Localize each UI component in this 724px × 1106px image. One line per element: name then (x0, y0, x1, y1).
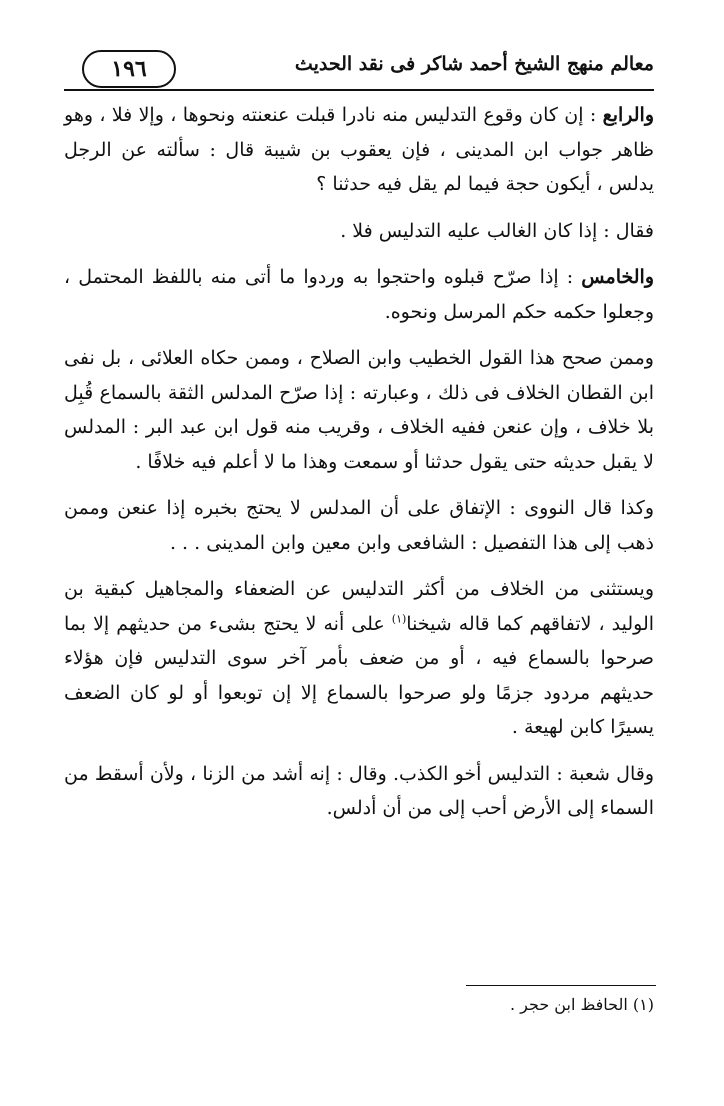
paragraph-text: وقال شعبة : التدليس أخو الكذب. وقال : إنه أشد من الزنا ، ولأن أسقط من السماء إلى الأرض أحب إلى من أن أدلس. (64, 762, 654, 819)
header-divider (64, 89, 654, 91)
paragraph-text: وكذا قال النووى : الإتفاق على أن المدلس لا يحتج بخبره إذا عنعن وممن ذهب إلى هذا التفصيل : الشافعى وابن معين وابن المدينى . . . (64, 497, 654, 554)
paragraph-lead: والخامس (581, 266, 654, 288)
paragraph-scholars (64, 341, 654, 479)
paragraph-exception (64, 572, 654, 745)
paragraph-text: : إن كان وقوع التدليس منه نادرا قبلت عنعنته ونحوها ، وإلا فلا ، وهو ظاهر جواب ابن المدينى ، فإن يعقوب بن شيبة قال : سألته عن الرجل يدلس ، أيكون حجة فيما لم يقل فيه حدثنا ؟ (64, 104, 654, 195)
main-text (64, 98, 654, 838)
paragraph-text: فقال : إذا كان الغالب عليه التدليس فلا . (340, 219, 654, 242)
paragraph-answer (64, 214, 654, 249)
running-title: معالم منهج الشيخ أحمد شاكر فى نقد الحديث (294, 53, 654, 75)
paragraph-lead: والرابع (602, 104, 654, 126)
paragraph-text: وممن صحح هذا القول الخطيب وابن الصلاح ، وممن حكاه العلائى ، بل نفى ابن القطان الخلاف فى ذلك ، وعبارته : إذا صرّح المدلس الثقة بالسماع قُبِل بلا خلاف ، وإن عنعن ففيه الخلاف ، وقريب منه قول ابن عبد البر : المدلس لا يقبل حديثه حتى يقول حدثنا أو سمعت وهذا ما لا أعلم فيه خلافًا . (64, 347, 654, 473)
footnote: (١) الحافظ ابن حجر . (510, 995, 654, 1014)
footnote-reference: (١) (391, 612, 407, 626)
paragraph-fourth (64, 98, 654, 202)
paragraph-shuba (64, 757, 654, 826)
paragraph-text: ويستثنى من الخلاف من أكثر التدليس عن الضعفاء والمجاهيل كبقية بن الوليد ، لاتفاقهم كما قاله شيخنا (64, 578, 655, 635)
paragraph-nawawi (64, 491, 654, 560)
paragraph-text: على أنه لا يحتج بشىء من حديثهم إلا بما صرحوا بالسماع فيه ، أو من ضعف بأمر آخر سوى التدليس فإن هؤلاء حديثهم مردود جزمًا ولو صرحوا بالسماع إلا إن توبعوا أو لو كان الضعف يسيرًا كابن لهيعة . (64, 612, 654, 738)
paragraph-fifth (64, 260, 654, 329)
footnote-divider (466, 985, 656, 986)
page-header (60, 38, 658, 94)
page-number: ١٩٦ (82, 50, 176, 88)
paragraph-text: : إذا صرّح قبلوه واحتجوا به وردوا ما أتى منه باللفظ المحتمل ، وجعلوا حكمه حكم المرسل ونحوه. (64, 266, 654, 323)
